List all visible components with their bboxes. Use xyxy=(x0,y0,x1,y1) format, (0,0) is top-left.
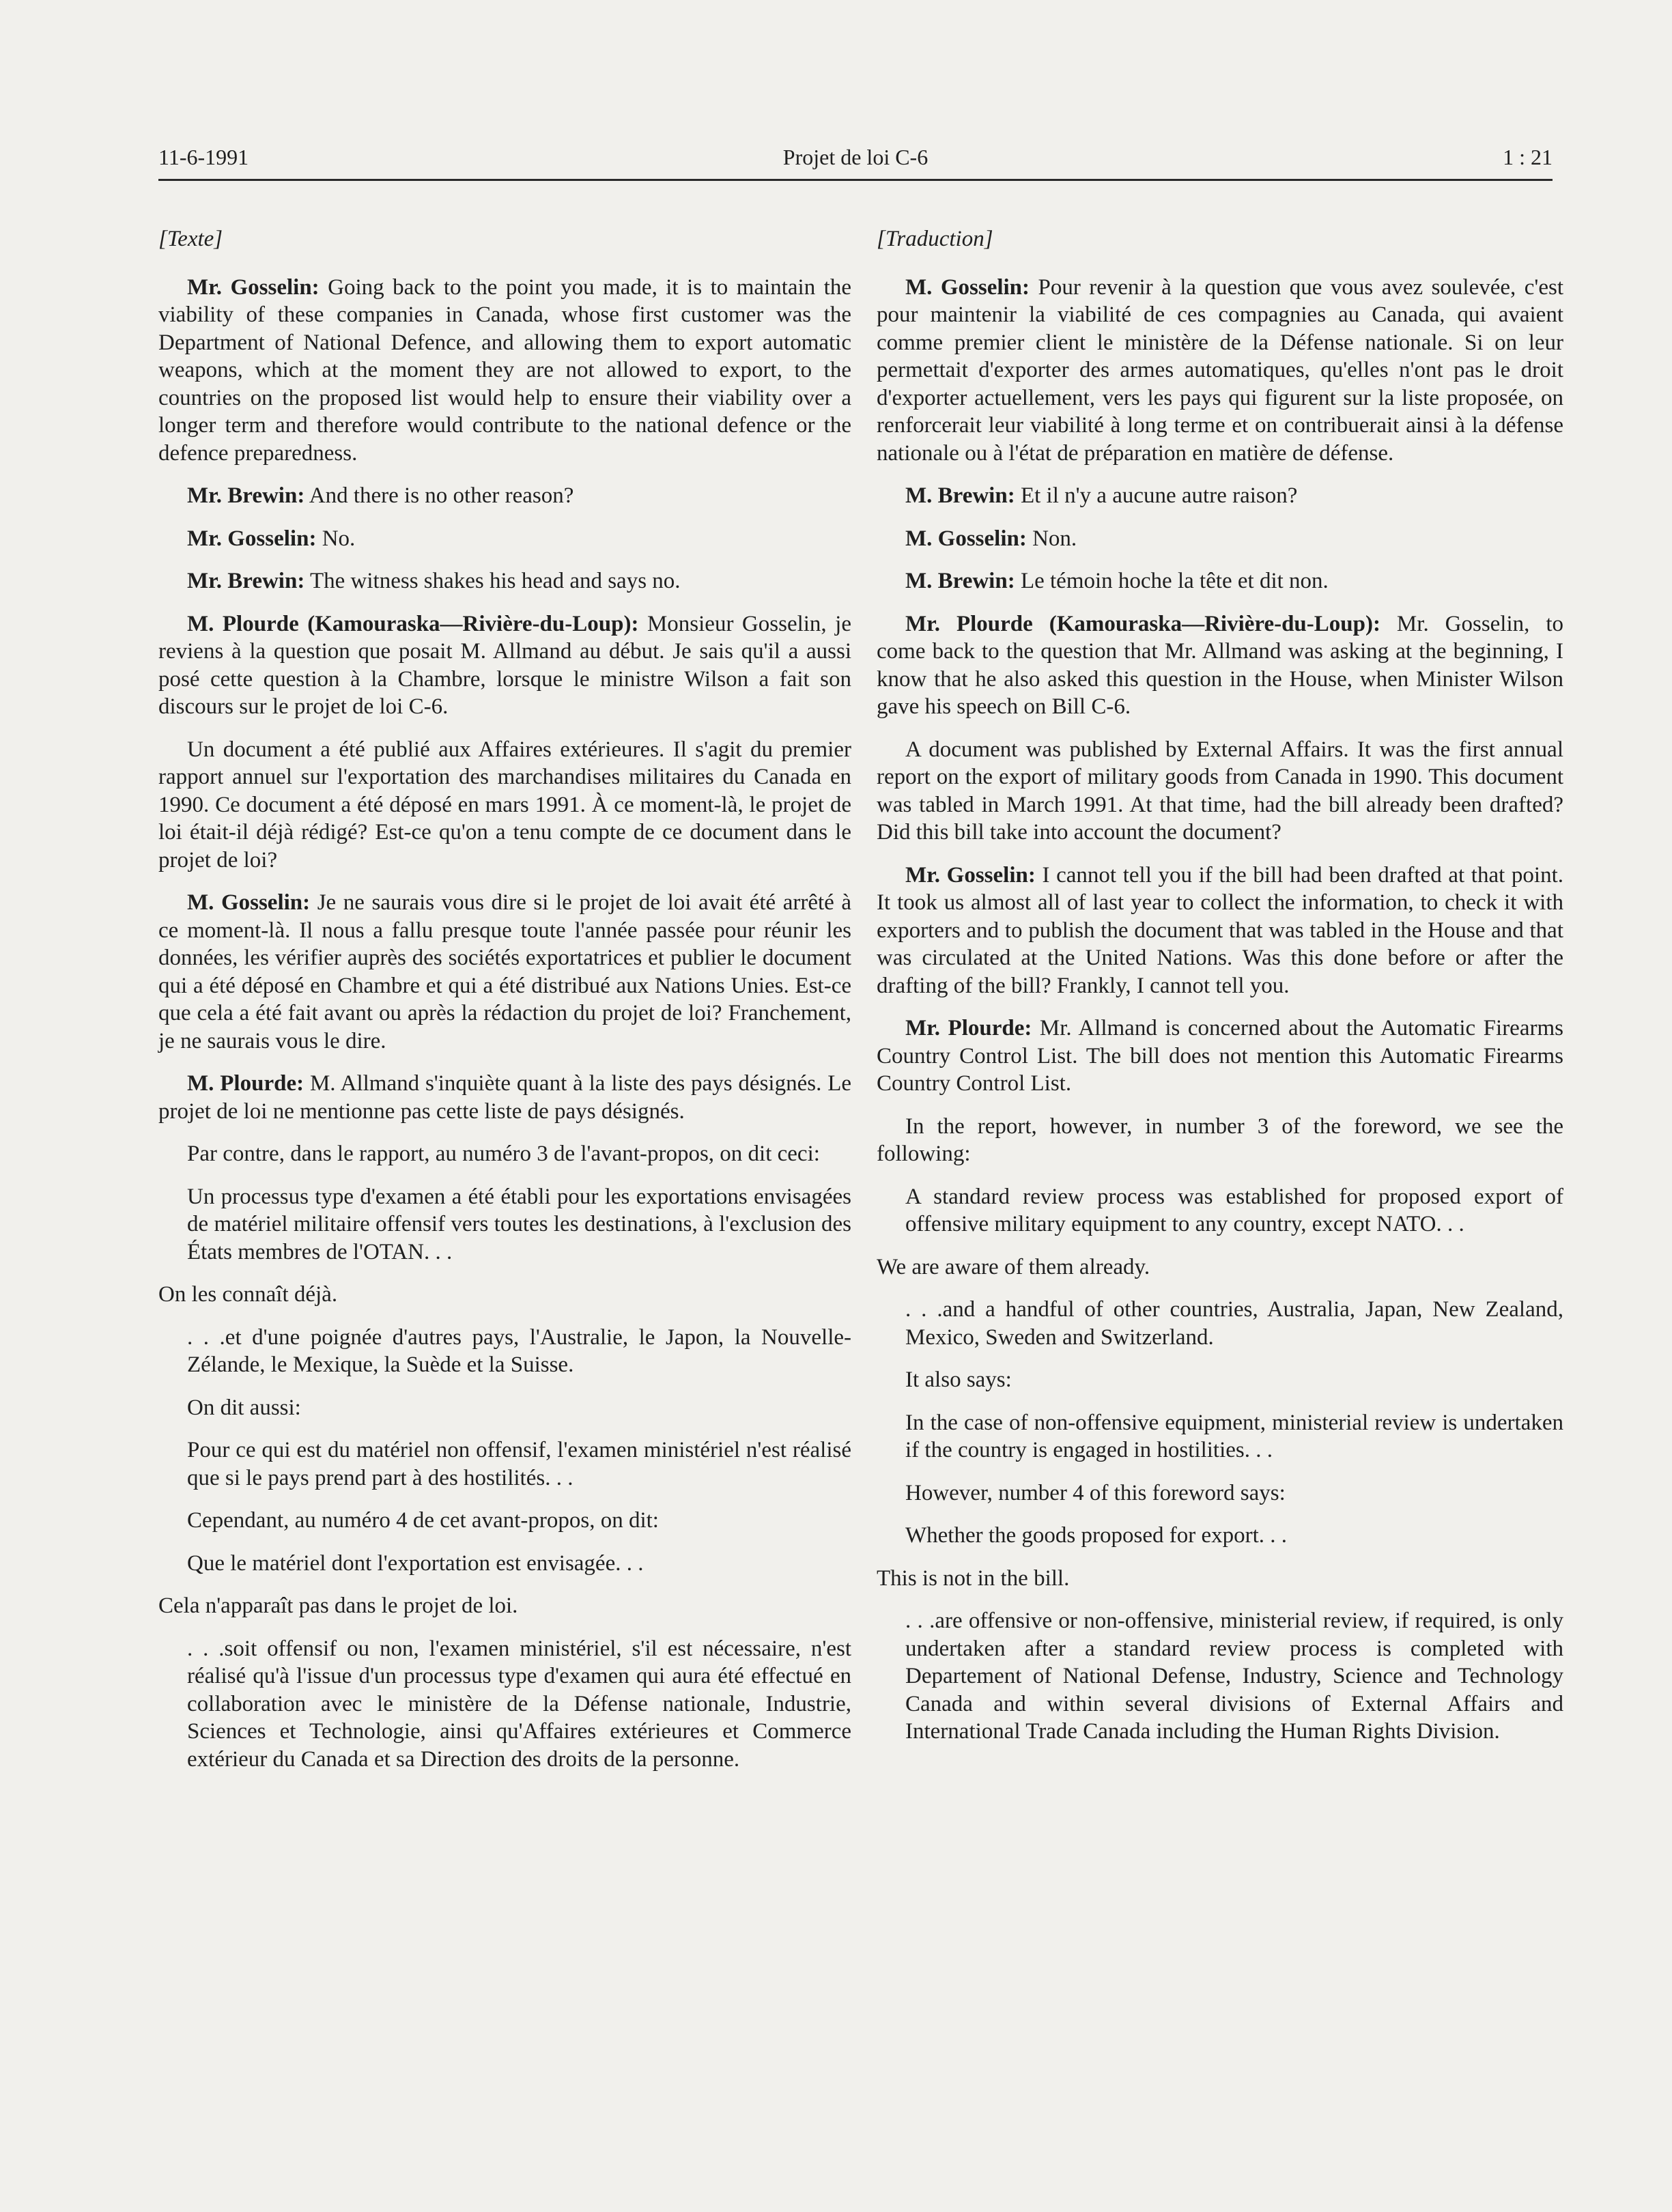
speaker: M. Brewin: xyxy=(905,483,1015,508)
speaker: Mr. Brewin: xyxy=(187,569,305,593)
paragraph: Mr. Gosselin: I cannot tell you if the bill had been drafted at that point. It took us almost all of last year to collect the information, to check it with exporters and to publish the document that was tabled in the House and that was circulated at the United Nations. Was this done before or after the drafting of the bill? Frankly, I cannot tell you. xyxy=(877,862,1563,998)
quotation: . . .et d'une poignée d'autres pays, l'Australie, le Japon, la Nouvelle-Zélande, le Mexique, la Suède et la Suisse. xyxy=(187,1324,851,1377)
speaker: Mr. Plourde (Kamouraska—Rivière-du-Loup): xyxy=(905,611,1380,636)
paragraph: This is not in the bill. xyxy=(877,1565,1070,1591)
paragraph: M. Plourde (Kamouraska—Rivière-du-Loup): Monsieur Gosselin, je reviens à la question que posait M. Allmand au début. Je sais qu'il a aussi posé cette question à la Chambre, lorsque le ministre Wilson a fait son discours sur le projet de loi C-6. xyxy=(158,611,851,719)
quotation: Un processus type d'examen a été établi pour les exportations envisagées de matériel militaire offensif vers toutes les destinations, à l'exclusion des États membres de l'OTAN. . . xyxy=(187,1184,851,1264)
paragraph: Mr. Gosselin: No. xyxy=(187,526,356,551)
quotation: . . .soit offensif ou non, l'examen ministériel, s'il est nécessaire, n'est réalisé qu'à l'issue d'un processus type d'examen qui aura été effectué en collaboration avec le ministère de la Défense nationale, Industrie, Sciences et Technologie, ainsi qu'Affaires extérieures et Commerce extérieur du Canada et sa Direction des droits de la personne. xyxy=(187,1636,851,1772)
speaker: Mr. Gosselin: xyxy=(187,526,317,551)
paragraph: Un document a été publié aux Affaires extérieures. Il s'agit du premier rapport annuel sur l'exportation des marchandises militaires du Canada en 1990. Ce document a été déposé en mars 1991. À ce moment-là, le projet de loi était-il déjà rédigé? Est-ce qu'on a tenu compte de ce document dans le projet de loi? xyxy=(158,737,851,873)
paragraph: Mr. Gosselin: Going back to the point you made, it is to maintain the viability of these companies in Canada, whose first customer was the Department of National Defence, and allowing them to export automatic weapons, which at the moment they are not allowed to export, to the countries on the proposed list would help to ensure their viability over a longer term and therefore would contribute to the national defence or the defence preparedness. xyxy=(158,274,851,466)
paragraph: Cependant, au numéro 4 de cet avant-propos, on dit: xyxy=(187,1508,659,1533)
paragraph: On dit aussi: xyxy=(187,1395,301,1420)
paragraph: Mr. Plourde: Mr. Allmand is concerned about the Automatic Firearms Country Control List. The bill does not mention this Automatic Firearms Country Control List. xyxy=(877,1016,1563,1096)
quotation: . . .are offensive or non-offensive, ministerial review, if required, is only undertaken after a standard review process is completed with Departement of National Defense, Industry, Science and Technology Canada and within several divisions of External Affairs and International Trade Canada including the Human Rights Division. xyxy=(905,1608,1563,1744)
paragraph: Mr. Plourde (Kamouraska—Rivière-du-Loup): Mr. Gosselin, to come back to the question that Mr. Allmand was asking at the beginning, I know that he also asked this question in the House, when Minister Wilson gave his speech on Bill C-6. xyxy=(877,611,1564,719)
quotation: Que le matériel dont l'exportation est envisagée. . . xyxy=(187,1550,644,1576)
speaker: Mr. Plourde: xyxy=(905,1016,1032,1040)
header-rule xyxy=(158,179,1553,181)
speaker: Mr. Gosselin: xyxy=(905,862,1036,888)
paragraph: M. Brewin: Le témoin hoche la tête et dit non. xyxy=(905,569,1329,593)
quotation: . . .and a handful of other countries, Australia, Japan, New Zealand, Mexico, Sweden and Switzerland. xyxy=(905,1297,1563,1350)
speaker: M. Gosselin: xyxy=(905,526,1027,551)
paragraph: M. Plourde: M. Allmand s'inquiète quant à la liste des pays désignés. Le projet de loi ne mentionne pas cette liste de pays désignés. xyxy=(158,1071,851,1124)
paragraph: We are aware of them already. xyxy=(877,1254,1150,1279)
paragraph: In the report, however, in number 3 of the foreword, we see the following: xyxy=(877,1114,1563,1166)
quotation: Pour ce qui est du matériel non offensif, l'examen ministériel n'est réalisé que si le pays prend part à des hostilités. . . xyxy=(187,1438,851,1490)
paragraph: Cela n'apparaît pas dans le projet de loi. xyxy=(158,1593,518,1618)
speaker: M. Plourde (Kamouraska—Rivière-du-Loup): xyxy=(187,611,639,636)
speaker: M. Brewin: xyxy=(905,569,1015,593)
speaker: M. Plourde: xyxy=(187,1071,304,1096)
paragraph: On les connaît déjà. xyxy=(158,1282,338,1307)
column-translation xyxy=(877,225,1563,1761)
quotation: Whether the goods proposed for export. . . xyxy=(905,1523,1288,1548)
speaker: M. Gosselin: xyxy=(905,274,1030,300)
quotation: A standard review process was established for proposed export of offensive military equipment to any country, except NATO. . . xyxy=(905,1184,1563,1236)
paragraph: Par contre, dans le rapport, au numéro 3 de l'avant-propos, on dit ceci: xyxy=(187,1142,820,1166)
page-header xyxy=(158,145,1553,179)
paragraph: M. Gosselin: Non. xyxy=(905,526,1077,551)
paragraph: Mr. Brewin: The witness shakes his head and says no. xyxy=(187,569,681,593)
paragraph: M. Brewin: Et il n'y a aucune autre raison? xyxy=(905,483,1298,508)
paragraph: Mr. Brewin: And there is no other reason? xyxy=(187,483,574,508)
header-title: Projet de loi C-6 xyxy=(782,145,929,169)
header-date: 11-6-1991 xyxy=(158,145,249,169)
paragraph: A document was published by External Affairs. It was the first annual report on the export of military goods from Canada in 1990. This document was tabled in March 1991. At that time, had the bill already been drafted? Did this bill take into account the document? xyxy=(877,737,1563,845)
column-original-text xyxy=(158,225,851,1788)
paragraph: It also says: xyxy=(905,1367,1012,1392)
paragraph: M. Gosselin: Pour revenir à la question que vous avez soulevée, c'est pour maintenir la viabilité de ces compagnies au Canada, qui avaient comme premier client le ministère de la Défense nationale. Si on leur permettait d'exporter des armes automatiques, qu'elles n'ont pas le droit d'exporter actuellement, vers les pays qui figurent sur la liste proposée, on renforcerait leur viabilité à long terme et on contribuerait ainsi à la défense nationale ou à l'état de préparation en matière de défense. xyxy=(877,274,1563,466)
column-tag: [Traduction] xyxy=(877,227,993,251)
paragraph: However, number 4 of this foreword says: xyxy=(905,1480,1286,1505)
speaker: M. Gosselin: xyxy=(187,890,311,915)
speaker: Mr. Brewin: xyxy=(187,483,305,508)
column-tag: [Texte] xyxy=(158,227,223,251)
header-page-number: 1 : 21 xyxy=(1503,145,1553,169)
speaker: Mr. Gosselin: xyxy=(187,274,320,300)
quotation: In the case of non-offensive equipment, ministerial review is undertaken if the country is engaged in hostilities. . . xyxy=(905,1410,1563,1462)
paragraph: M. Gosselin: Je ne saurais vous dire si le projet de loi avait été arrêté à ce moment-là. Il nous a fallu presque toute l'année passée pour réunir les données, les vérifier auprès des sociétés exportatrices et publier le document qui a été déposé en Chambre et qui a été distribué aux Nations Unies. Est-ce que cela a été fait avant ou après la rédaction du projet de loi? Franchement, je ne saurais vous le dire. xyxy=(158,890,852,1053)
